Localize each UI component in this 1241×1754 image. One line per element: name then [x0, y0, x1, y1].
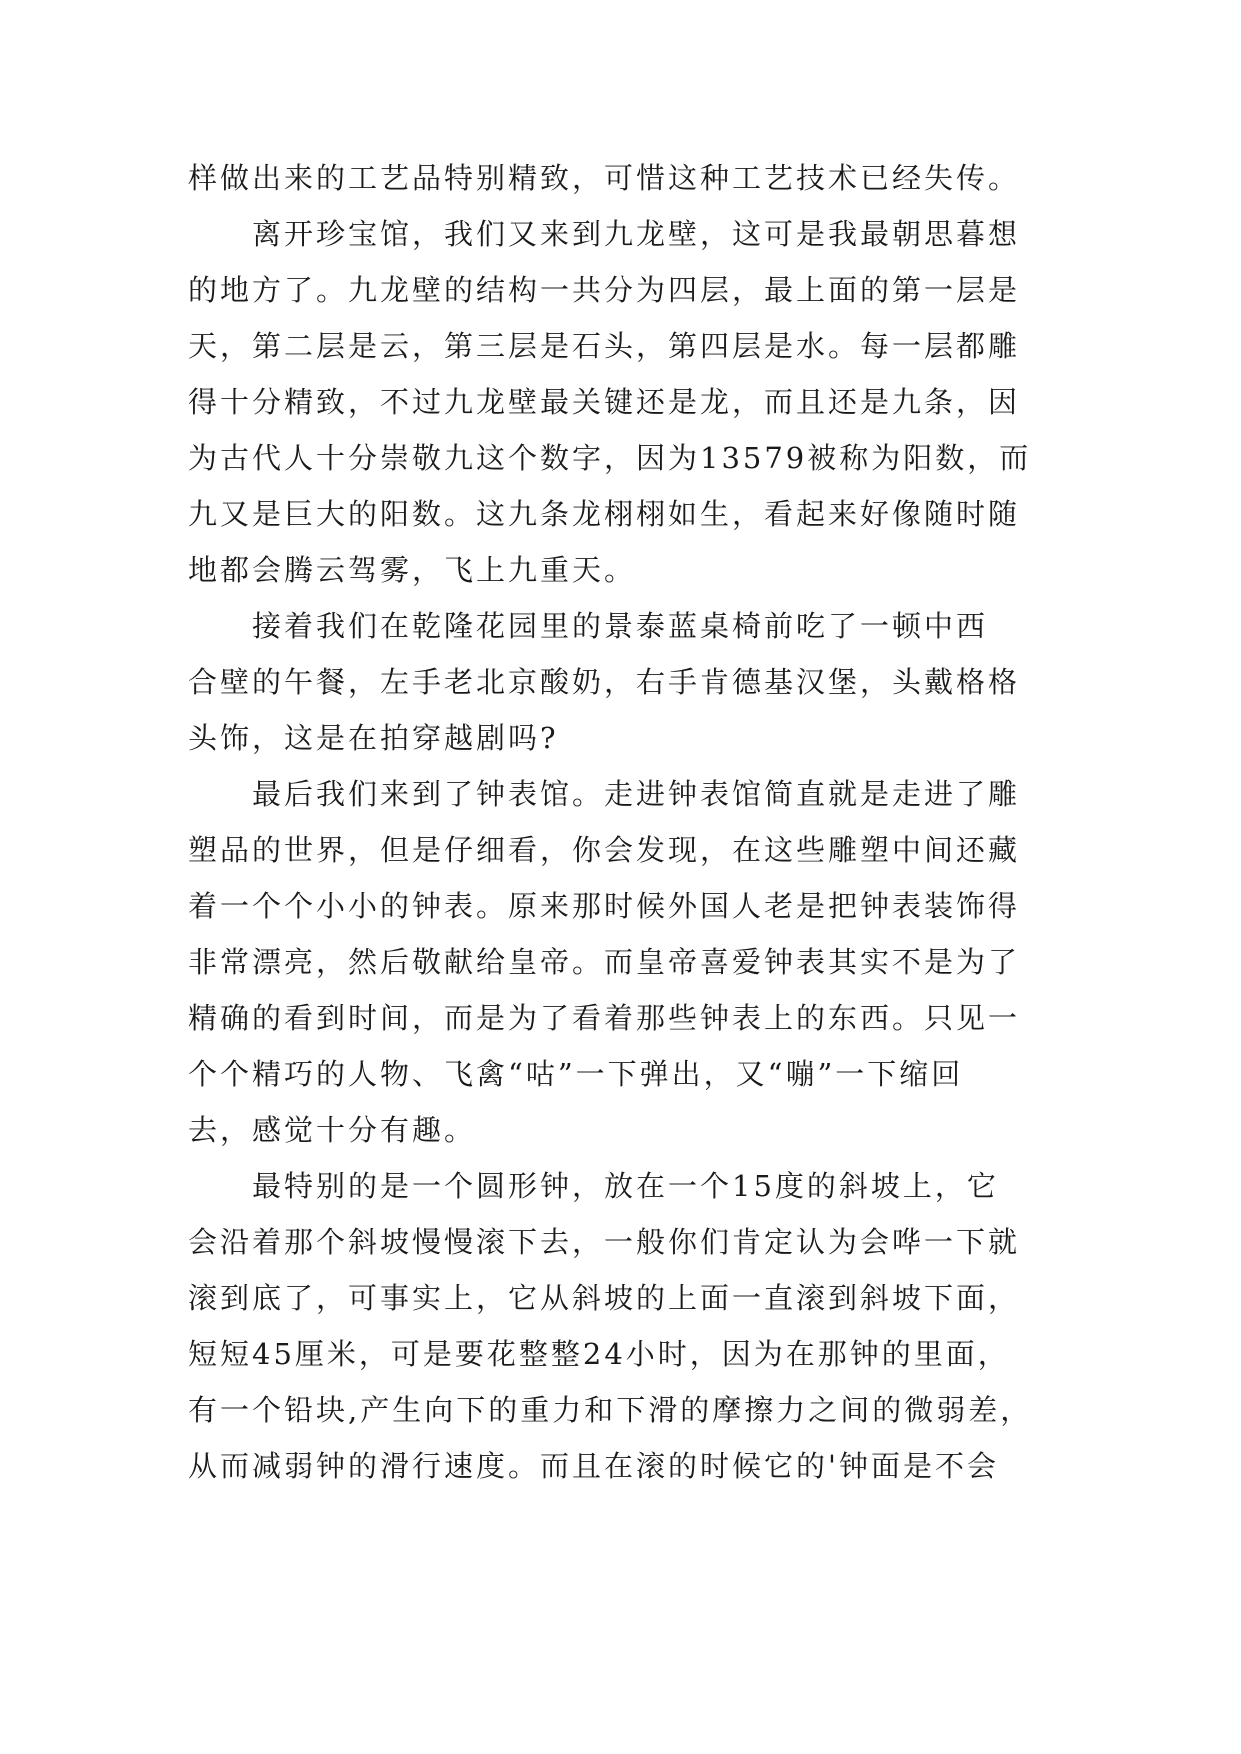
text-line: 塑品的世界，但是仔细看，你会发现，在这些雕塑中间还藏: [188, 833, 1021, 867]
text-line: 有一个铅块,产生向下的重力和下滑的摩擦力之间的微弱差，: [188, 1393, 1033, 1427]
text-line: 滚到底了，可事实上，它从斜坡的上面一直滚到斜坡下面，: [188, 1281, 1021, 1315]
paragraph-first-line: 接着我们在乾隆花园里的景泰蓝桌椅前吃了一顿中西: [252, 609, 989, 643]
text-line: 非常漂亮，然后敬献给皇帝。而皇帝喜爱钟表其实不是为了: [188, 945, 1021, 979]
text-line: 的地方了。九龙壁的结构一共分为四层，最上面的第一层是: [188, 273, 1021, 307]
text-line: 从而减弱钟的滑行速度。而且在滚的时候它的'钟面是不会: [188, 1449, 999, 1483]
text-line: 头饰，这是在拍穿越剧吗?: [188, 721, 559, 755]
paragraph-first-line: 最特别的是一个圆形钟，放在一个15度的斜坡上，它: [252, 1169, 999, 1203]
text-line: 去，感觉十分有趣。: [188, 1113, 477, 1147]
text-line: 着一个个小小的钟表。原来那时候外国人老是把钟表装饰得: [188, 889, 1021, 923]
text-line: 合壁的午餐，左手老北京酸奶，右手肯德基汉堡，头戴格格: [188, 665, 1021, 699]
text-line: 个个精巧的人物、飞禽“咕”一下弹出，又“嘣”一下缩回: [188, 1057, 964, 1091]
text-line: 九又是巨大的阳数。这九条龙栩栩如生，看起来好像随时随: [188, 497, 1021, 531]
text-line: 为古代人十分崇敬九这个数字，因为13579被称为阳数，而: [188, 441, 1032, 475]
text-line: 会沿着那个斜坡慢慢滚下去，一般你们肯定认为会哗一下就: [188, 1225, 1021, 1259]
essay-text: [188, 150, 1068, 1494]
text-line: 得十分精致，不过九龙壁最关键还是龙，而且还是九条，因: [188, 385, 1021, 419]
paragraph-first-line: 离开珍宝馆，我们又来到九龙壁，这可是我最朝思暮想: [252, 217, 1021, 251]
text-line: 精确的看到时间，而是为了看着那些钟表上的东西。只见一: [188, 1001, 1021, 1035]
text-line: 样做出来的工艺品特别精致，可惜这种工艺技术已经失传。: [188, 161, 1021, 195]
paragraph-first-line: 最后我们来到了钟表馆。走进钟表馆简直就是走进了雕: [252, 777, 1021, 811]
text-line: 地都会腾云驾雾，飞上九重天。: [188, 553, 637, 587]
text-line: 短短45厘米，可是要花整整24小时，因为在那钟的里面，: [188, 1337, 1010, 1371]
text-line: 天，第二层是云，第三层是石头，第四层是水。每一层都雕: [188, 329, 1021, 363]
